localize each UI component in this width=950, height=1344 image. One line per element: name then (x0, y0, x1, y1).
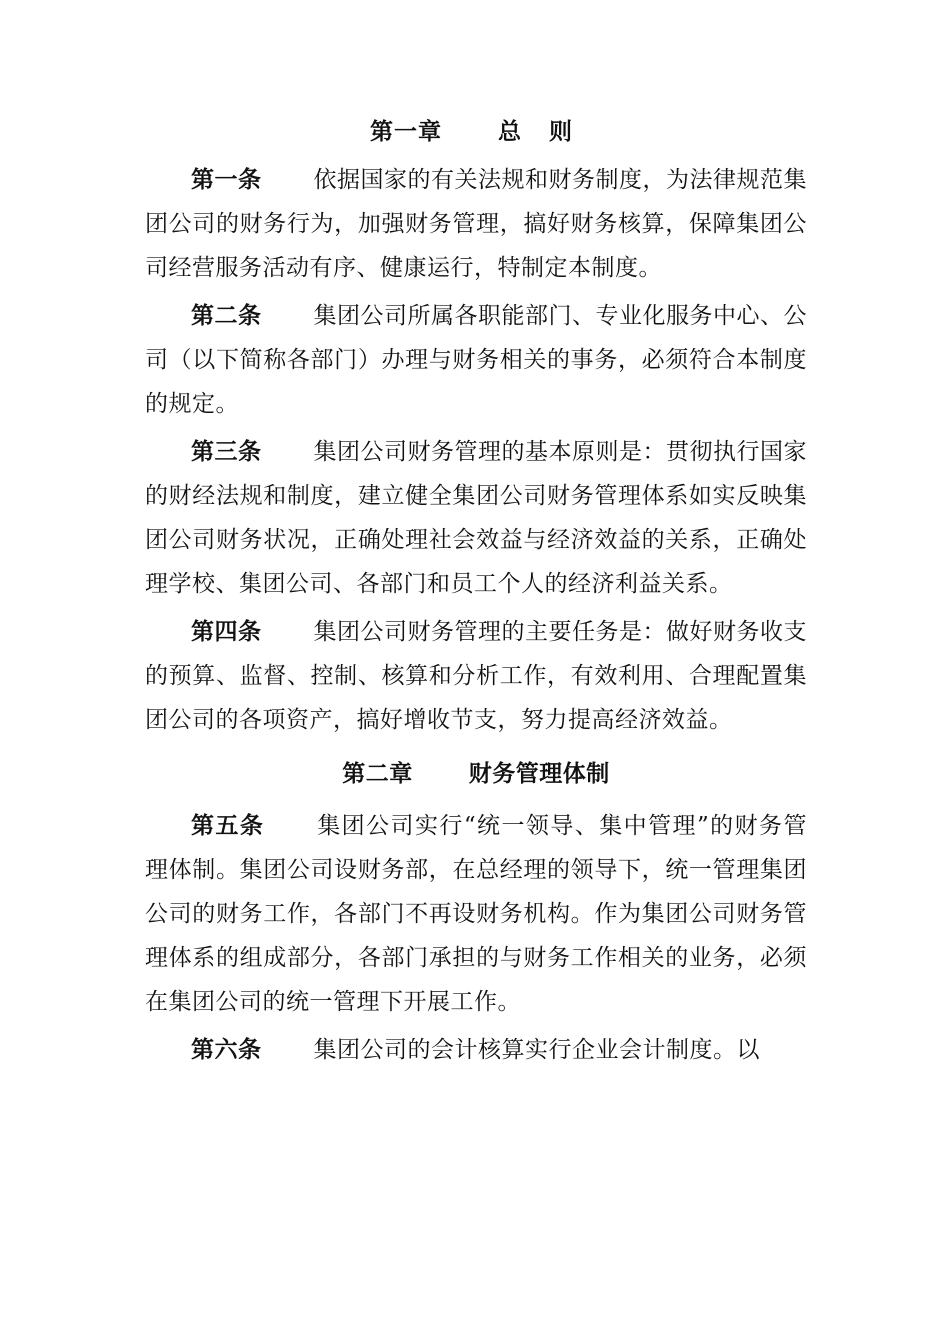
article-6-text: 集团公司的会计核算实行企业会计制度。以 (313, 1037, 760, 1063)
article-2-label: 第二条 (191, 303, 262, 329)
article-5-text: 集团公司实行“统一领导、集中管理”的财务管理体制。集团公司设财务部，在总经理的领导下，统一管理集团公司的财务工作，各部门不再设财务机构。作为集团公司财务管理体系的组成部分，各部门承担的与财务工作相关的业务，必须在集团公司的统一管理下开展工作。 (145, 813, 807, 1015)
article-2 (145, 294, 807, 426)
article-5-label: 第五条 (191, 813, 265, 839)
article-3 (145, 430, 807, 606)
chapter-2-heading (145, 752, 807, 796)
article-1 (145, 158, 807, 290)
article-1-label: 第一条 (191, 167, 262, 193)
chapter-1-heading (145, 110, 807, 154)
chapter-1-title: 总 则 (497, 119, 582, 145)
chapter-2-number: 第二章 (342, 761, 413, 787)
article-3-label: 第三条 (191, 439, 262, 465)
chapter-1-number: 第一章 (369, 119, 442, 145)
article-6-label: 第六条 (191, 1037, 262, 1063)
chapter-2-title: 财务管理体制 (468, 761, 610, 787)
article-4 (145, 610, 807, 742)
article-3-text: 集团公司财务管理的基本原则是：贯彻执行国家的财经法规和制度，建立健全集团公司财务管理体系如实反映集团公司财务状况，正确处理社会效益与经济效益的关系，正确处理学校、集团公司、各部门和员工个人的经济利益关系。 (145, 439, 807, 597)
article-5 (145, 804, 807, 1024)
article-4-text: 集团公司财务管理的主要任务是：做好财务收支的预算、监督、控制、核算和分析工作，有效利用、合理配置集团公司的各项资产，搞好增收节支，努力提高经济效益。 (145, 619, 807, 733)
article-2-text: 集团公司所属各职能部门、专业化服务中心、公司（以下简称各部门）办理与财务相关的事务，必须符合本制度的规定。 (145, 303, 807, 417)
document-page (145, 110, 807, 1076)
article-1-text: 依据国家的有关法规和财务制度，为法律规范集团公司的财务行为，加强财务管理，搞好财务核算，保障集团公司经营服务活动有序、健康运行，特制定本制度。 (145, 167, 807, 281)
article-4-label: 第四条 (191, 619, 262, 645)
article-6 (145, 1028, 807, 1072)
